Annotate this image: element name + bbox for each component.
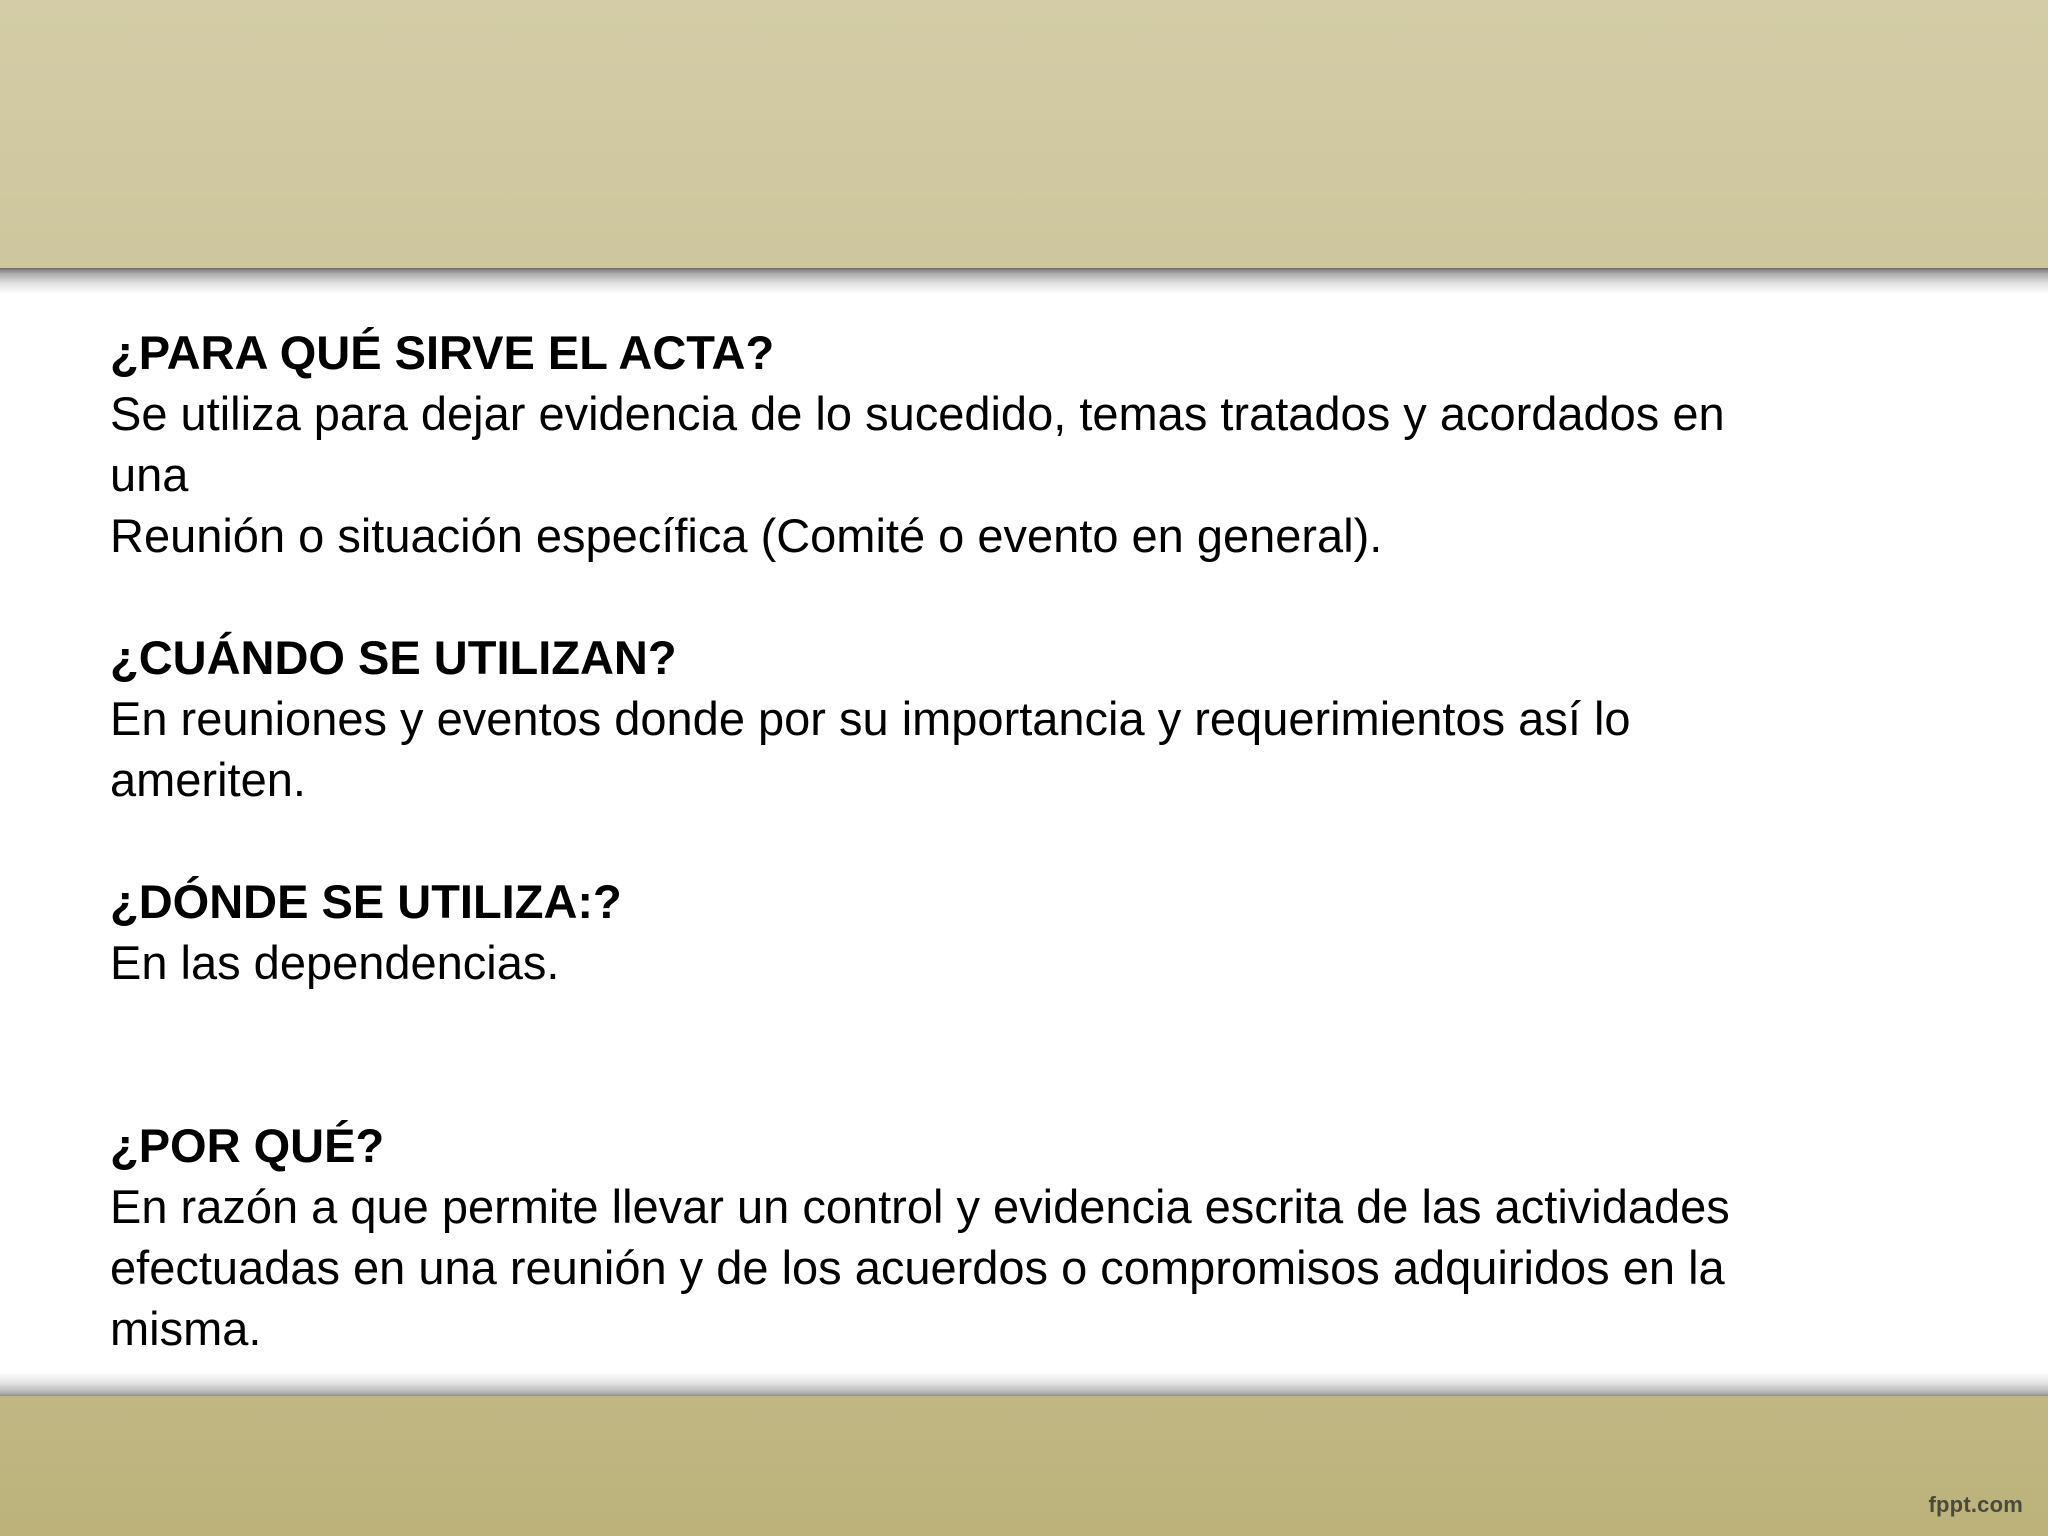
section-por-que xyxy=(110,1115,1910,1359)
section-text-line: una xyxy=(110,448,189,501)
spacer xyxy=(110,566,1910,627)
footer-band xyxy=(0,1396,2048,1536)
section-heading: ¿CUÁNDO SE UTILIZAN? xyxy=(110,631,677,684)
section-heading: ¿DÓNDE SE UTILIZA:? xyxy=(110,875,622,928)
header-shadow xyxy=(0,268,2048,294)
spacer xyxy=(110,810,1910,871)
header-band xyxy=(0,0,2048,268)
section-text-line: Se utiliza para dejar evidencia de lo sucedido, temas tratados y acordados en xyxy=(110,387,1725,440)
section-para-que xyxy=(110,322,1910,566)
spacer xyxy=(110,993,1910,1115)
section-heading: ¿POR QUÉ? xyxy=(110,1119,385,1172)
section-text-line: En razón a que permite llevar un control y evidencia escrita de las actividades xyxy=(110,1180,1730,1233)
section-text-line: misma. xyxy=(110,1302,262,1355)
section-cuando xyxy=(110,627,1910,810)
watermark-text: fppt.com xyxy=(1928,1492,2023,1517)
section-donde xyxy=(110,871,1910,993)
section-text-line: En reuniones y eventos donde por su importancia y requerimientos así lo xyxy=(110,692,1631,745)
section-heading: ¿PARA QUÉ SIRVE EL ACTA? xyxy=(110,326,775,379)
section-text-line: En las dependencias. xyxy=(110,936,560,989)
slide-content xyxy=(110,322,1910,1359)
footer-shadow xyxy=(0,1372,2048,1396)
section-text-line: ameriten. xyxy=(110,753,306,806)
section-text-line: efectuadas en una reunión y de los acuerdos o compromisos adquiridos en la xyxy=(110,1241,1725,1294)
section-text-line: Reunión o situación específica (Comité o evento en general). xyxy=(110,509,1383,562)
